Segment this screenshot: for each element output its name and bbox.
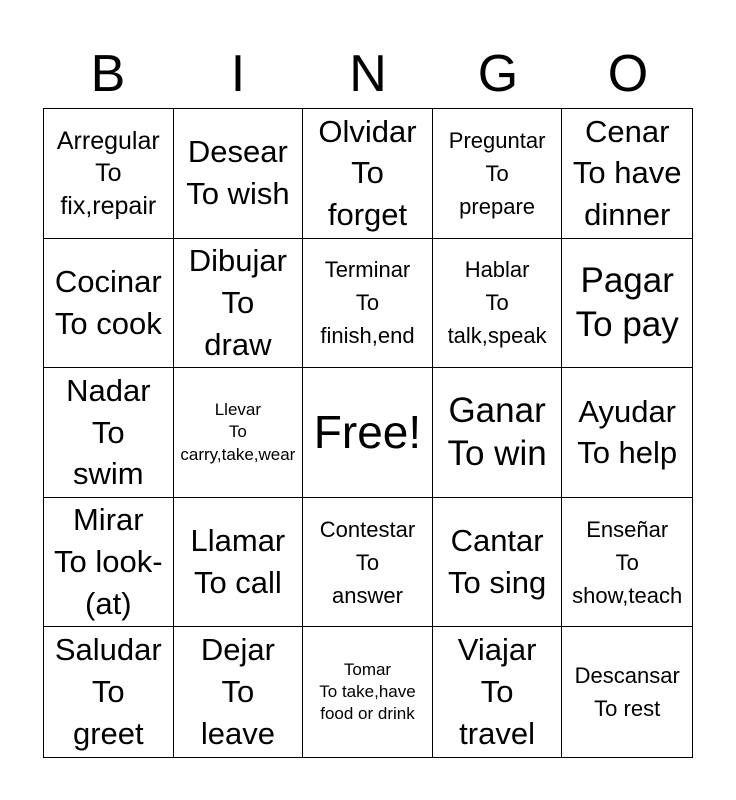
header-letter-g: G — [477, 45, 519, 103]
bingo-cell[interactable] — [303, 109, 433, 239]
bingo-cell[interactable] — [562, 498, 692, 628]
cell-text: Dejar To leave — [200, 632, 275, 752]
cell-text: Saludar To greet — [54, 632, 162, 752]
cell-text: Pagar To pay — [575, 261, 679, 344]
bingo-cell[interactable] — [303, 498, 433, 628]
header-letter-o: O — [607, 45, 649, 103]
header-letter-b: B — [90, 45, 126, 103]
cell-text: Enseñar To show,teach — [572, 516, 683, 608]
bingo-cell[interactable] — [174, 109, 304, 239]
bingo-cell[interactable] — [562, 109, 692, 239]
bingo-cell[interactable] — [433, 368, 563, 498]
cell-text: Ayudar To help — [577, 393, 678, 471]
bingo-cell[interactable] — [44, 627, 174, 757]
cell-text: Cocinar To cook — [54, 264, 162, 341]
cell-text: Ganar To win — [447, 390, 547, 474]
bingo-cell[interactable] — [562, 368, 692, 498]
bingo-cell[interactable] — [44, 109, 174, 239]
cell-text: Llevar To carry,take,wear — [180, 400, 296, 464]
bingo-cell[interactable] — [433, 498, 563, 628]
cell-text: Contestar To answer — [319, 516, 416, 608]
bingo-cell[interactable] — [433, 239, 563, 369]
bingo-header — [43, 40, 693, 108]
cell-text: Tomar To take,have food or drink — [319, 660, 416, 724]
bingo-cell[interactable] — [44, 239, 174, 369]
cell-text: Olvidar To forget — [318, 113, 417, 233]
bingo-cell[interactable] — [174, 239, 304, 369]
cell-text: Viajar To travel — [457, 632, 537, 752]
cell-text: Cenar To have dinner — [572, 113, 682, 233]
bingo-cell[interactable] — [433, 109, 563, 239]
bingo-cell[interactable] — [303, 239, 433, 369]
free-space-label: Free! — [313, 406, 422, 459]
bingo-cell[interactable] — [562, 627, 692, 757]
cell-text: Preguntar To prepare — [448, 127, 546, 219]
cell-text: Nadar To swim — [66, 372, 151, 492]
bingo-cell[interactable] — [174, 498, 304, 628]
free-space-cell[interactable] — [303, 368, 433, 498]
header-letter-n: N — [349, 45, 387, 103]
cell-text: Llamar To call — [190, 523, 286, 601]
bingo-board — [43, 108, 693, 758]
cell-text: Mirar To look- (at) — [54, 502, 163, 622]
cell-text: Cantar To sing — [447, 523, 547, 601]
cell-text: Hablar To talk,speak — [447, 257, 547, 349]
bingo-cell[interactable] — [174, 627, 304, 757]
bingo-cell[interactable] — [44, 498, 174, 628]
cell-text: Descansar To rest — [574, 663, 680, 722]
bingo-cell[interactable] — [562, 239, 692, 369]
cell-text: Desear To wish — [186, 134, 290, 212]
bingo-cell[interactable] — [174, 368, 304, 498]
bingo-cell[interactable] — [433, 627, 563, 757]
cell-text: Terminar To finish,end — [320, 257, 415, 349]
bingo-cell[interactable] — [303, 627, 433, 757]
bingo-cell[interactable] — [44, 368, 174, 498]
header-letter-i: I — [230, 45, 246, 103]
cell-text: Dibujar To draw — [188, 243, 287, 362]
cell-text: Arregular To fix,repair — [56, 126, 160, 220]
